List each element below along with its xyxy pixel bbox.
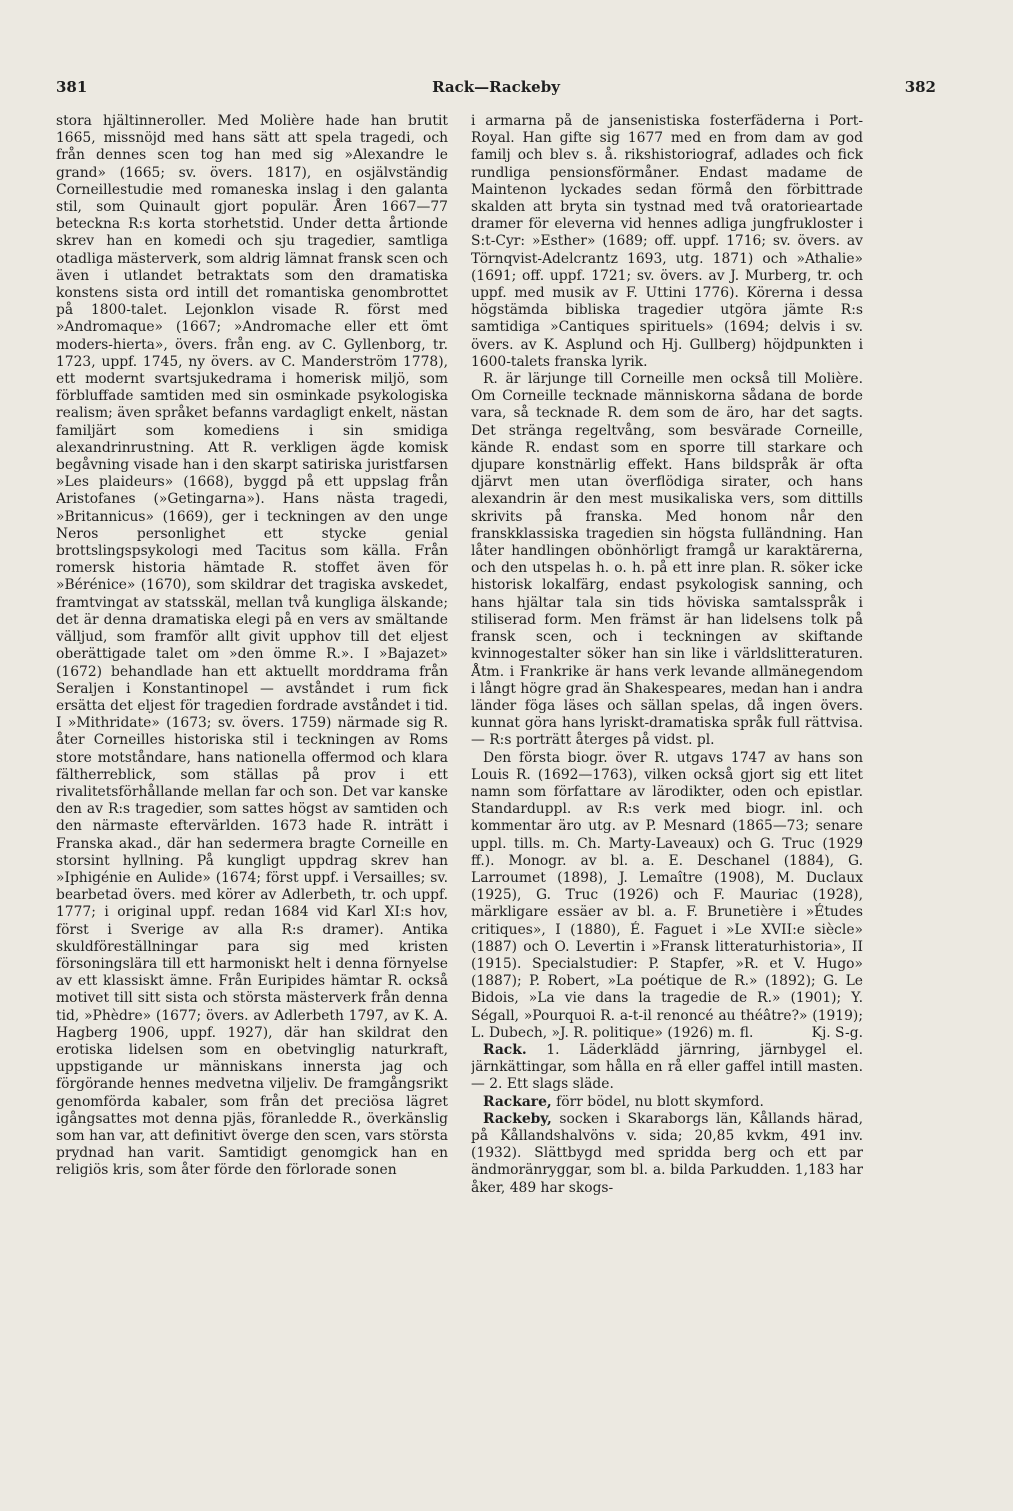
entry-text: förr bödel, nu blott skymford. [551, 1093, 764, 1110]
page-header [56, 78, 936, 102]
article-paragraph: stora hjältinneroller. Med Molière hade han brutit 1665, missnöjd med hans sätt att spela tragedi, och från dennes scen tog han med sig »Alexandre le grand» (1665; sv. övers. 1817), en osjälvständig Corneillestudie med romaneska inslag i den galanta stil, som Quinault gjort populär. Åren 1667—77 beteckna R:s korta storhetstid. Under detta årtionde skrev han en komedi och sju tragedier, samtliga otadliga mästerverk, som aldrig lämnat fransk scen och även i utlandet betraktats som den dramatiska konstens sista ord intill det romantiska genombrottet på 1800-talet. Lejonklon visade R. först med »Andromaque» (1667; »Andromache eller ett ömt moders-hierta», övers. från eng. av C. Gyllenborg, tr. 1723, uppf. 1745, ny övers. av C. Manderström 1778), ett modernt svartsjukedrama i homerisk miljö, som förbluffade samtiden med sin osminkade psykologiska realism; även språket befanns vardagligt enkelt, nästan familjärt som komediens i sin smidiga alexandrinrustning. Att R. verkligen ägde komisk begåvning visade han i den skarpt satiriska juristfarsen »Les plaideurs» (1668), byggd på ett uppslag från Aristofanes (»Getingarna»). Hans nästa tragedi, »Britannicus» (1669), ger i teckningen av den unge Neros personlighet ett stycke genial brottslingspsykologi med Tacitus som källa. Från romersk historia hämtade R. stoffet även för »Bérénice» (1670), som skildrar det tragiska avskedet, framtvingat av statsskäl, mellan två kungliga älskande; det är denna dramatiska elegi på en vers av smältande välljud, som framför allt givit upphov till det eljest oberättigade talet om »den ömme R.». I »Bajazet» (1672) behandlade han ett aktuellt morddrama från Seraljen i Konstantinopel — avståndet i rum fick ersätta det eljest för tragedien fordrade avståndet i tid. I »Mithridate» (1673; sv. övers. 1759) närmade sig R. åter Corneilles historiska stil i teckningen av Roms store motståndare, hans nationella offermod och klara fältherreblick, som ställas på prov i ett rivalitetsförhållande mellan far och son. Det var kanske den av R:s tragedier, som sattes högst av samtiden och den närmaste eftervärlden. 1673 hade R. inträtt i Franska akad., där han sedermera bragte Corneille en storsint hyllning. På kungligt uppdrag skrev han »Iphigénie en Aulide» (1674; först uppf. i Versailles; sv. bearbetad övers. med körer av Adlerbeth, tr. och uppf. 1777; i original uppf. redan 1684 vid Karl XI:s hov, först i Sverige av alla R:s dramer). Antika skuldföreställningar para sig med kristen försoningslära till ett harmoniskt helt i denna förnyelse av ett klassiskt ämne. Från Euripides hämtar R. också motivet till sitt sista och största mästerverk från denna tid, »Phèdre» (1677; övers. av Adlerbeth 1797, av K. A. Hagberg 1906, uppf. 1927), där han skildrat den erotiska lidelsen som en obetvinglig naturkraft, uppstigande ur människans innersta jag och förgörande hennes medvetna viljeliv. De framgångsrikt genomförda kabaler, som från det preciösa lägret igångsattes mot denna pjäs, föranledde R., överkänslig som han var, att definitivt överge den scen, vars största prydnad han varit. Samtidigt genomgick han en religiös kris, som åter förde den förlorade sonen [56, 113, 448, 1179]
entry-rack [471, 1042, 863, 1094]
entry-text: 1. Läderklädd järnring, järnbygel el. järnkättingar, som hålla en rå eller gaffel intill masten.— 2. Ett slags släde. [471, 1041, 863, 1093]
page-number-left: 381 [56, 78, 88, 96]
entry-rackare [471, 1094, 863, 1111]
article-paragraph: R. är lärjunge till Corneille men också till Molière. Om Corneille tecknade människorna sådana de borde vara, så tecknade R. dem som de äro, har det sagts. Det stränga regeltvång, som besvärade Corneille, kände R. endast som en sporre till starkare och djupare konstnärlig effekt. Hans bildspråk är ofta djärvt men utan överflödiga sirater, och hans alexandrin är den mest musikaliska vers, som dittills skrivits på franska. Med honom når den franskklassiska tragedien sin högsta fulländning. Han låter handlingen obönhörligt framgå ur karaktärerna, och den utspelas h. o. h. på ett inre plan. R. söker icke historisk lokalfärg, endast psykologisk sanning, och hans hjältar tala sin tids höviska samtalsspråk i stiliserad form. Men främst är han lidelsens tolk på fransk scen, och i teckningen av skiftande kvinnogestalter söker han sin like i världslitteraturen. Åtm. i Frankrike är hans verk levande allmänegendom i långt högre grad än Shakespeares, medan han i andra länder föga läses och sällan spelas, då ingen övers. kunnat göra hans lyriskt-dramatiska språk full rättvisa. — R:s porträtt återges på vidst. pl. [471, 371, 863, 749]
entry-headword: Rackare, [483, 1093, 552, 1110]
article-paragraph: i armarna på de jansenistiska fosterfäderna i Port-Royal. Han gifte sig 1677 med en from dam av god familj och blev s. å. rikshistoriograf, adlades och fick rundliga pensionsförmåner. Endast madame de Maintenon lyckades sedan förmå den förbittrade skalden att bryta sin tystnad med två oratorieartade dramer för eleverna vid hennes adliga jungfrukloster i S:t-Cyr: »Esther» (1689; off. uppf. 1716; sv. övers. av Törnqvist-Adelcrantz 1693, utg. 1871) och »Athalie» (1691; off. uppf. 1721; sv. övers. av J. Murberg, tr. och uppf. med musik av F. Uttini 1776). Körerna i dessa högstämda bibliska tragedier utgöra jämte R:s samtidiga »Cantiques spirituels» (1694; delvis i sv. övers. av K. Asplund och Hj. Gullberg) höjdpunkten i 1600-talets franska lyrik. [471, 113, 863, 370]
entry-headword: Rackeby, [483, 1110, 552, 1127]
page-number-right: 382 [904, 78, 936, 96]
left-column [56, 113, 448, 1383]
right-column [471, 113, 863, 1383]
entry-headword: Rack. [483, 1041, 527, 1058]
running-head: Rack—Rackeby [432, 78, 560, 96]
author-signature: Kj. S-g. [811, 1024, 863, 1041]
entry-text: socken i Skaraborgs län, Kållands härad, på Kållandshalvöns v. sida; 20,85 kvkm, 491 inv. (1932). Slättbygd med spridda berg och ett par ändmoränryggar, som bl. a. bilda Parkudden. 1,183 har åker, 489 har skogs- [471, 1110, 863, 1196]
bibliography-text: Den första biogr. över R. utgavs 1747 av hans son Louis R. (1692—1763), vilken också gjort sig ett litet namn som författare av lärodikter, oden och epistlar. Standarduppl. av R:s verk med biogr. inl. och kommentar äro utg. av P. Mesnard (1865—73; senare uppl. tills. m. Ch. Marty-Laveaux) och G. Truc (1929 ff.). Monogr. av bl. a. E. Deschanel (1884), G. Larroumet (1898), J. Lemaître (1908), M. Duclaux (1925), G. Truc (1926) och F. Mauriac (1928), märkligare essäer av bl. a. F. Brunetière i »Études critiques», I (1880), É. Faguet i »Le XVII:e siècle» (1887) och O. Levertin i »Fransk litteraturhistoria», II (1915). Specialstudier: P. Stapfer, »R. et V. Hugo» (1887); P. Robert, »La poétique de R.» (1892); G. Le Bidois, »La vie dans la tragedie de R.» (1901); Y. Ségall, »Pourquoi R. a-t-il renoncé au théâtre?» (1919); L. Dubech, »J. R. politique» (1926) m. fl. [471, 749, 863, 1041]
entry-rackeby [471, 1111, 863, 1197]
article-paragraph [471, 750, 863, 1042]
